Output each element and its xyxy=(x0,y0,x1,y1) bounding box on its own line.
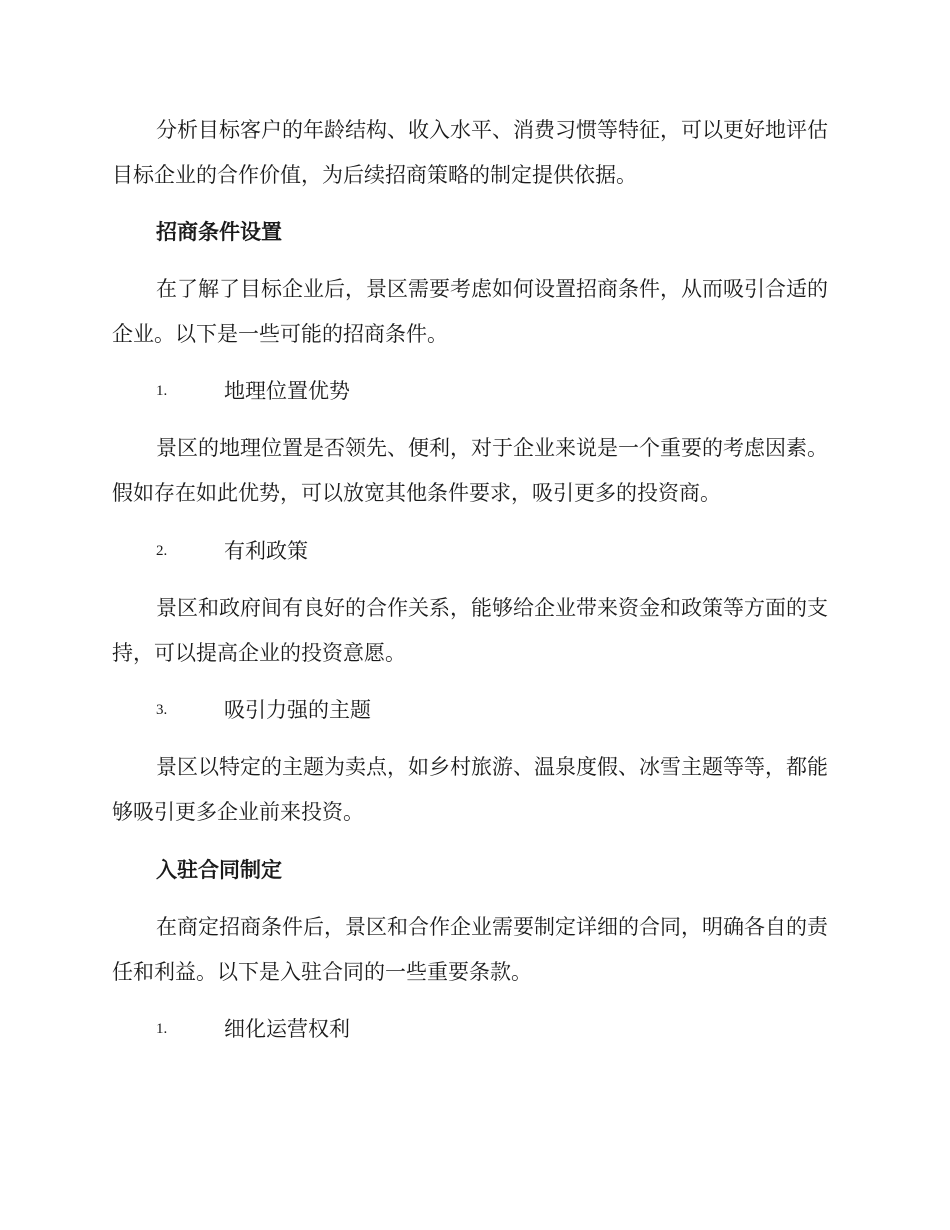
list-label: 细化运营权利 xyxy=(224,1017,350,1041)
paragraph-customer-analysis xyxy=(112,108,832,198)
paragraph-policy xyxy=(112,586,832,676)
heading-text: 招商条件设置 xyxy=(156,220,282,244)
list-number: 2. xyxy=(156,543,168,559)
paragraph-contract-intro xyxy=(112,905,832,995)
paragraph-theme xyxy=(112,745,832,835)
list-number: 1. xyxy=(156,383,168,399)
paragraph-conditions-intro xyxy=(112,267,832,357)
paragraph-text: 景区和政府间有良好的合作关系，能够给企业带来资金和政策等方面的支持，可以提高企业的投资意愿。 xyxy=(112,596,828,665)
list-number: 3. xyxy=(156,702,168,718)
heading-text: 入驻合同制定 xyxy=(156,858,282,882)
paragraph-text: 在了解了目标企业后，景区需要考虑如何设置招商条件，从而吸引合适的企业。以下是一些可能的招商条件。 xyxy=(112,277,828,346)
paragraph-text: 景区以特定的主题为卖点，如乡村旅游、温泉度假、冰雪主题等等，都能够吸引更多企业前来投资。 xyxy=(112,755,828,824)
list-label: 地理位置优势 xyxy=(224,379,350,403)
list-label: 有利政策 xyxy=(224,539,308,563)
section-heading-conditions xyxy=(112,217,832,247)
list-label: 吸引力强的主题 xyxy=(224,698,371,722)
paragraph-text: 在商定招商条件后，景区和合作企业需要制定详细的合同，明确各自的责任和利益。以下是入驻合同的一些重要条款。 xyxy=(112,915,828,984)
list-number: 1. xyxy=(156,1021,168,1037)
section-heading-contract xyxy=(112,855,832,885)
paragraph-text: 分析目标客户的年龄结构、收入水平、消费习惯等特征，可以更好地评估目标企业的合作价值，为后续招商策略的制定提供依据。 xyxy=(112,118,828,187)
paragraph-location xyxy=(112,426,832,516)
paragraph-text: 景区的地理位置是否领先、便利，对于企业来说是一个重要的考虑因素。假如存在如此优势，可以放宽其他条件要求，吸引更多的投资商。 xyxy=(112,436,828,505)
